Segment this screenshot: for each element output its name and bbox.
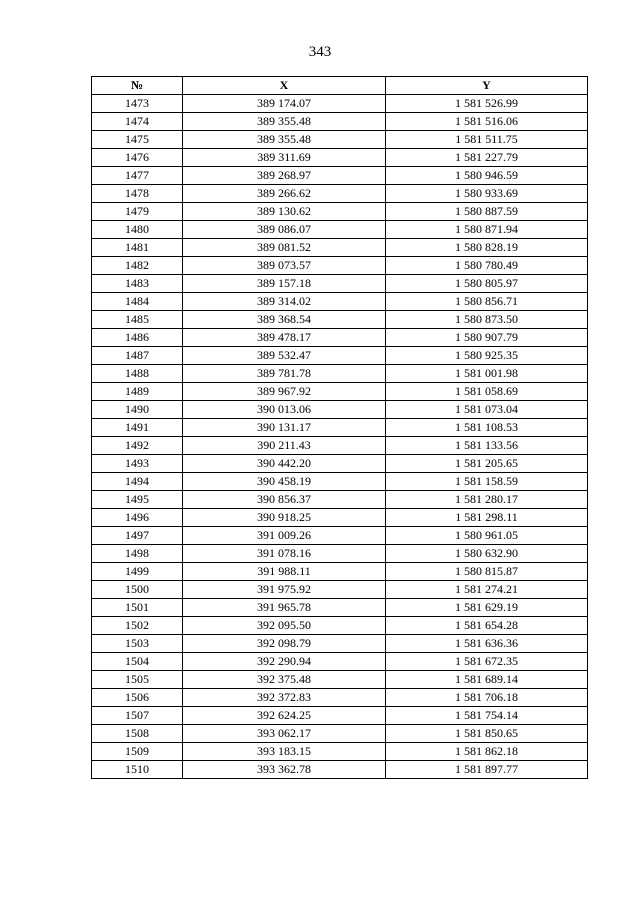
- cell-x: 389 355.48: [183, 113, 386, 131]
- cell-y: 1 581 672.35: [386, 653, 588, 671]
- cell-number: 1509: [92, 743, 183, 761]
- cell-x: 389 368.54: [183, 311, 386, 329]
- cell-y: 1 580 780.49: [386, 257, 588, 275]
- cell-number: 1484: [92, 293, 183, 311]
- table-row: [92, 239, 588, 257]
- cell-number: 1474: [92, 113, 183, 131]
- cell-x: 391 078.16: [183, 545, 386, 563]
- table-row: [92, 671, 588, 689]
- cell-number: 1498: [92, 545, 183, 563]
- cell-number: 1505: [92, 671, 183, 689]
- cell-y: 1 581 205.65: [386, 455, 588, 473]
- cell-y: 1 581 108.53: [386, 419, 588, 437]
- cell-x: 389 086.07: [183, 221, 386, 239]
- cell-number: 1473: [92, 95, 183, 113]
- cell-x: 390 918.25: [183, 509, 386, 527]
- column-header-x: X: [183, 77, 386, 95]
- table-row: [92, 185, 588, 203]
- cell-x: 389 967.92: [183, 383, 386, 401]
- cell-x: 390 458.19: [183, 473, 386, 491]
- cell-y: 1 580 873.50: [386, 311, 588, 329]
- cell-x: 389 081.52: [183, 239, 386, 257]
- table-row: [92, 653, 588, 671]
- cell-x: 392 098.79: [183, 635, 386, 653]
- cell-y: 1 581 227.79: [386, 149, 588, 167]
- table-row: [92, 311, 588, 329]
- table-row: [92, 689, 588, 707]
- cell-y: 1 581 706.18: [386, 689, 588, 707]
- cell-number: 1506: [92, 689, 183, 707]
- cell-number: 1482: [92, 257, 183, 275]
- cell-number: 1486: [92, 329, 183, 347]
- cell-number: 1500: [92, 581, 183, 599]
- table-row: [92, 329, 588, 347]
- cell-y: 1 580 632.90: [386, 545, 588, 563]
- cell-y: 1 580 946.59: [386, 167, 588, 185]
- cell-number: 1502: [92, 617, 183, 635]
- cell-number: 1480: [92, 221, 183, 239]
- table-row: [92, 437, 588, 455]
- cell-number: 1501: [92, 599, 183, 617]
- cell-number: 1503: [92, 635, 183, 653]
- cell-x: 391 988.11: [183, 563, 386, 581]
- cell-x: 393 062.17: [183, 725, 386, 743]
- cell-x: 390 131.17: [183, 419, 386, 437]
- cell-y: 1 580 887.59: [386, 203, 588, 221]
- cell-number: 1496: [92, 509, 183, 527]
- cell-y: 1 581 058.69: [386, 383, 588, 401]
- cell-y: 1 581 133.56: [386, 437, 588, 455]
- cell-y: 1 581 754.14: [386, 707, 588, 725]
- cell-number: 1491: [92, 419, 183, 437]
- cell-x: 389 781.78: [183, 365, 386, 383]
- cell-number: 1490: [92, 401, 183, 419]
- cell-y: 1 580 856.71: [386, 293, 588, 311]
- cell-y: 1 580 805.97: [386, 275, 588, 293]
- table-row: [92, 581, 588, 599]
- table-row: [92, 545, 588, 563]
- cell-x: 389 130.62: [183, 203, 386, 221]
- table-row: [92, 491, 588, 509]
- table-row: [92, 167, 588, 185]
- table-row: [92, 473, 588, 491]
- cell-y: 1 581 298.11: [386, 509, 588, 527]
- column-header-y: Y: [386, 77, 588, 95]
- cell-x: 390 013.06: [183, 401, 386, 419]
- cell-number: 1478: [92, 185, 183, 203]
- table-row: [92, 95, 588, 113]
- table-row: [92, 563, 588, 581]
- cell-number: 1508: [92, 725, 183, 743]
- cell-y: 1 580 933.69: [386, 185, 588, 203]
- table-row: [92, 275, 588, 293]
- table-row: [92, 113, 588, 131]
- cell-y: 1 581 516.06: [386, 113, 588, 131]
- cell-number: 1488: [92, 365, 183, 383]
- table-row: [92, 599, 588, 617]
- table-row: [92, 527, 588, 545]
- cell-x: 391 975.92: [183, 581, 386, 599]
- table-row: [92, 761, 588, 779]
- cell-x: 392 290.94: [183, 653, 386, 671]
- cell-x: 392 372.83: [183, 689, 386, 707]
- cell-y: 1 580 907.79: [386, 329, 588, 347]
- cell-y: 1 581 850.65: [386, 725, 588, 743]
- table-header-row: [92, 77, 588, 95]
- cell-number: 1510: [92, 761, 183, 779]
- cell-x: 390 211.43: [183, 437, 386, 455]
- table-row: [92, 257, 588, 275]
- cell-number: 1499: [92, 563, 183, 581]
- column-header-number: №: [92, 77, 183, 95]
- cell-x: 389 073.57: [183, 257, 386, 275]
- table-row: [92, 635, 588, 653]
- table-row: [92, 203, 588, 221]
- table-row: [92, 221, 588, 239]
- table-row: [92, 383, 588, 401]
- table-row: [92, 131, 588, 149]
- cell-y: 1 580 828.19: [386, 239, 588, 257]
- cell-number: 1477: [92, 167, 183, 185]
- cell-y: 1 581 274.21: [386, 581, 588, 599]
- cell-number: 1476: [92, 149, 183, 167]
- cell-x: 390 856.37: [183, 491, 386, 509]
- cell-number: 1475: [92, 131, 183, 149]
- cell-x: 389 174.07: [183, 95, 386, 113]
- cell-y: 1 581 636.36: [386, 635, 588, 653]
- cell-y: 1 580 961.05: [386, 527, 588, 545]
- cell-number: 1495: [92, 491, 183, 509]
- cell-x: 391 965.78: [183, 599, 386, 617]
- cell-number: 1494: [92, 473, 183, 491]
- table-row: [92, 293, 588, 311]
- cell-x: 389 311.69: [183, 149, 386, 167]
- cell-number: 1492: [92, 437, 183, 455]
- table-row: [92, 347, 588, 365]
- table-body: [92, 95, 588, 779]
- cell-y: 1 581 280.17: [386, 491, 588, 509]
- cell-x: 393 183.15: [183, 743, 386, 761]
- coordinates-table: [91, 76, 588, 779]
- cell-x: 389 478.17: [183, 329, 386, 347]
- cell-number: 1493: [92, 455, 183, 473]
- page-number: 343: [308, 44, 332, 60]
- cell-y: 1 580 925.35: [386, 347, 588, 365]
- cell-x: 393 362.78: [183, 761, 386, 779]
- cell-y: 1 581 001.98: [386, 365, 588, 383]
- cell-y: 1 581 158.59: [386, 473, 588, 491]
- cell-x: 389 355.48: [183, 131, 386, 149]
- cell-number: 1485: [92, 311, 183, 329]
- cell-y: 1 581 654.28: [386, 617, 588, 635]
- table-row: [92, 365, 588, 383]
- cell-y: 1 581 689.14: [386, 671, 588, 689]
- cell-x: 389 157.18: [183, 275, 386, 293]
- cell-y: 1 581 511.75: [386, 131, 588, 149]
- table-row: [92, 455, 588, 473]
- cell-x: 392 624.25: [183, 707, 386, 725]
- table-row: [92, 401, 588, 419]
- cell-y: 1 580 871.94: [386, 221, 588, 239]
- cell-x: 392 375.48: [183, 671, 386, 689]
- cell-number: 1487: [92, 347, 183, 365]
- table-row: [92, 149, 588, 167]
- table-row: [92, 725, 588, 743]
- cell-x: 389 532.47: [183, 347, 386, 365]
- cell-y: 1 581 526.99: [386, 95, 588, 113]
- cell-number: 1497: [92, 527, 183, 545]
- cell-number: 1489: [92, 383, 183, 401]
- cell-y: 1 580 815.87: [386, 563, 588, 581]
- cell-x: 391 009.26: [183, 527, 386, 545]
- cell-number: 1504: [92, 653, 183, 671]
- cell-x: 390 442.20: [183, 455, 386, 473]
- cell-number: 1507: [92, 707, 183, 725]
- cell-x: 389 268.97: [183, 167, 386, 185]
- cell-y: 1 581 629.19: [386, 599, 588, 617]
- table-row: [92, 617, 588, 635]
- cell-x: 389 314.02: [183, 293, 386, 311]
- cell-y: 1 581 073.04: [386, 401, 588, 419]
- cell-number: 1483: [92, 275, 183, 293]
- cell-number: 1479: [92, 203, 183, 221]
- table-row: [92, 743, 588, 761]
- table-row: [92, 419, 588, 437]
- cell-y: 1 581 862.18: [386, 743, 588, 761]
- cell-x: 389 266.62: [183, 185, 386, 203]
- table-row: [92, 509, 588, 527]
- cell-y: 1 581 897.77: [386, 761, 588, 779]
- table-row: [92, 707, 588, 725]
- cell-x: 392 095.50: [183, 617, 386, 635]
- cell-number: 1481: [92, 239, 183, 257]
